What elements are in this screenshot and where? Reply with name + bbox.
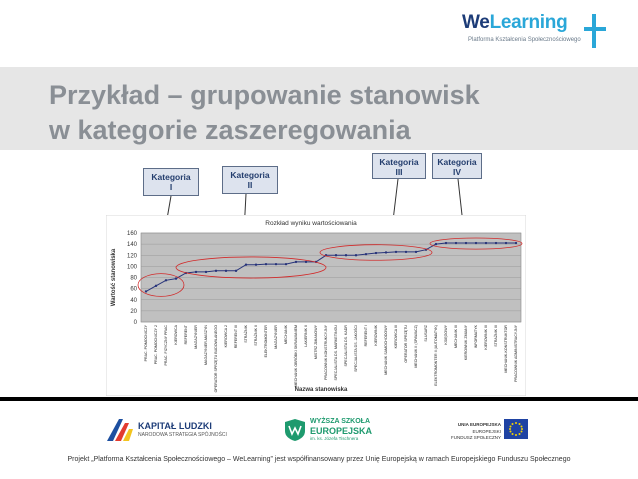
callout-label: Kategoria <box>151 172 191 182</box>
x-tick-label: REFERENT I <box>364 325 369 347</box>
data-point <box>265 263 267 265</box>
footer <box>0 401 638 479</box>
x-tick-label: KIEROWCA <box>174 325 179 345</box>
y-tick-label: 40 <box>130 297 137 304</box>
x-tick-label: MECHANIK III <box>454 325 459 348</box>
callout-number: II <box>247 180 253 190</box>
y-axis-label: Wartość stanowiska <box>111 248 117 307</box>
y-tick-label: 140 <box>126 242 137 249</box>
x-tick-label: KIEROWNIK <box>374 325 379 346</box>
x-tick-label: KIEROWCA III <box>394 325 399 349</box>
x-tick-label: KIEROWCA 2 <box>224 325 229 348</box>
x-tick-label: OPERATOR SPRZĘTU <box>404 325 409 363</box>
x-tick-label: KSIĘGOWY <box>444 325 449 345</box>
footer-note: Projekt „Platforma Kształcenia Społecznościowego – WeLearning” jest współfinansowany przez Unię Europejską w ramach Europejskiego Funduszu Społecznego <box>67 456 571 463</box>
data-point <box>155 285 157 287</box>
data-point <box>225 270 227 272</box>
x-tick-label: MAGAZYNIER <box>194 325 199 349</box>
x-tick-label: PRAC. POMOCNICZY <box>144 325 149 362</box>
callout-number: III <box>395 167 403 177</box>
logo-subtitle: Platforma Kształcenia Społecznościowego <box>468 37 581 43</box>
data-point <box>365 253 367 255</box>
callout-label: Kategoria <box>230 170 270 180</box>
x-tick-label: OPERATOR SPRZĘTU BUDOWLANEGO <box>214 325 219 393</box>
data-point <box>485 242 487 244</box>
logo-word-we: We <box>462 12 490 33</box>
data-point <box>435 243 437 245</box>
y-tick-label: 120 <box>126 253 137 260</box>
x-tick-label: MECHANIK OBRÓBKI SKRAWANIEM <box>294 325 299 387</box>
kapital-ludzki-logo-icon <box>105 417 135 443</box>
data-point <box>345 254 347 256</box>
data-point <box>335 254 337 256</box>
callout-number: I <box>169 182 173 192</box>
line-chart <box>106 215 526 396</box>
data-point <box>515 242 517 244</box>
wse-line-1: WYŻSZA SZKOŁA <box>310 418 371 425</box>
data-point <box>465 242 467 244</box>
x-tick-label: PRACOWNIK ADMINISTRACYJNY <box>514 325 519 382</box>
data-point <box>505 242 507 244</box>
x-tick-label: MAGAZYNIER-MASZYN <box>204 325 209 365</box>
data-point <box>415 251 417 253</box>
chart-container <box>106 215 526 396</box>
x-tick-label: PRAC. POMOCNICZY 2 <box>154 325 159 365</box>
y-tick-label: 20 <box>130 308 137 315</box>
data-point <box>175 277 177 279</box>
x-tick-label: KIEROWNIK ZMIANY <box>464 325 469 361</box>
data-point <box>195 271 197 273</box>
data-point <box>255 264 257 266</box>
slide-title-line-2: w kategorie zaszeregowania <box>49 115 411 145</box>
data-point <box>305 261 307 263</box>
x-tick-label: MECHANIK II (SPAWACZ) <box>414 325 419 368</box>
callout-number: IV <box>452 167 462 177</box>
x-tick-label: STRAŻNIK II <box>254 325 259 346</box>
x-tick-label: MECHANIK <box>284 325 289 344</box>
eu-line-2: EUROPEJSKI <box>472 429 501 434</box>
x-tick-label: KIEROWNIK III <box>484 325 489 350</box>
data-point <box>245 264 247 266</box>
data-point <box>385 251 387 253</box>
logo-word-learning: Learning <box>489 12 568 33</box>
kapital-ludzki-title: KAPITAŁ LUDZKI <box>138 421 212 431</box>
x-tick-label: LAKIERNIK II <box>304 325 309 347</box>
eu-flag-icon <box>504 419 528 439</box>
data-point <box>165 279 167 281</box>
y-tick-label: 160 <box>126 231 137 237</box>
x-tick-label: MAGAZYNIER <box>274 325 279 349</box>
eu-line-3: FUNDUSZ SPOŁECZNY <box>450 435 501 440</box>
data-point <box>405 251 407 253</box>
x-tick-label: SLUSARZ <box>424 325 429 342</box>
x-tick-label: ELEKTROMONTER II (AUTOMATYK) <box>434 325 439 386</box>
wse-line-2: EUROPEJSKA <box>310 426 373 436</box>
wse-line-3: im. ks. Józefa Tischnera <box>310 436 359 441</box>
slide-title-line-1: Przykład – grupowanie stanowisk <box>49 80 480 110</box>
x-tick-label: PRAC. FIZYCZNY PRAC <box>164 325 169 366</box>
wse-logo-icon <box>284 418 306 442</box>
callout-label: Kategoria <box>379 157 419 167</box>
x-tick-label: STRAŻNIK III <box>494 325 499 347</box>
data-point <box>455 242 457 244</box>
data-point <box>205 271 207 273</box>
x-tick-label: SPECJALISTA DS. KADR <box>344 325 349 367</box>
y-tick-label: 0 <box>133 320 137 326</box>
data-point <box>375 252 377 254</box>
data-point <box>235 270 237 272</box>
y-tick-label: 100 <box>126 264 137 271</box>
data-point <box>475 242 477 244</box>
data-point <box>285 263 287 265</box>
y-tick-label: 60 <box>130 286 137 293</box>
data-point <box>215 270 217 272</box>
x-tick-label: SPECJALISTA DS. JAKOŚCI <box>354 325 359 372</box>
x-tick-label: INFORMATYK <box>474 325 479 349</box>
x-tick-label: ELEKTROMONTER <box>264 325 269 358</box>
data-point <box>295 261 297 263</box>
data-point <box>395 251 397 253</box>
eu-line-1: UNIA EUROPEJSKA <box>457 422 501 427</box>
data-point <box>275 263 277 265</box>
x-axis-label: Nazwa stanowiska <box>294 387 348 393</box>
data-point <box>145 290 147 292</box>
data-point <box>355 254 357 256</box>
y-tick-label: 80 <box>130 275 137 282</box>
data-point <box>495 242 497 244</box>
x-tick-label: PRACOWNIK KONSTRUKCYJNY <box>324 325 329 380</box>
kapital-ludzki-subtitle: NARODOWA STRATEGIA SPÓJNOŚCI <box>138 432 227 438</box>
x-tick-label: MECHANIK SAMOCHODOWY <box>384 325 389 375</box>
chart-title: Rozkład wyniku wartościowania <box>265 220 357 227</box>
x-tick-label: REFERENT <box>184 325 189 345</box>
x-tick-label: STRAŻNIK <box>244 325 249 343</box>
x-tick-label: SPECJALISTA DS. MARKETINGU <box>334 325 339 381</box>
x-tick-label: MISTRZ ZMIANOWY <box>314 325 319 360</box>
data-point <box>445 242 447 244</box>
callout-label: Kategoria <box>437 157 477 167</box>
x-tick-label: REFERENT III <box>234 325 239 349</box>
x-tick-label: MECHANIK-KONSTRUKTOR <box>504 325 509 373</box>
